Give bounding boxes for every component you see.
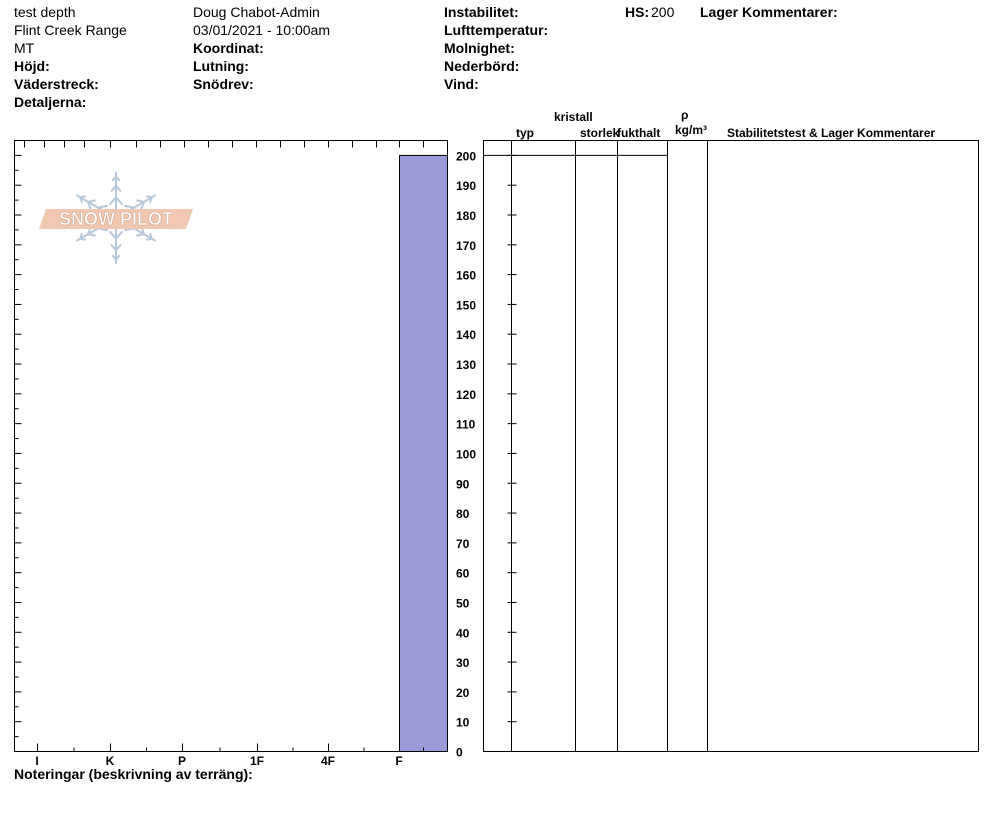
depth-axis-labels bbox=[456, 149, 476, 759]
depth-label-110: 110 bbox=[456, 417, 476, 432]
layer-comments-label: Lager Kommentarer: bbox=[700, 4, 838, 20]
hardness-label-1f: 1F bbox=[249, 754, 265, 768]
flake-branch bbox=[136, 234, 143, 235]
hardness-label-k: K bbox=[105, 754, 115, 768]
flake-branch bbox=[88, 200, 95, 201]
snowpilot-logo bbox=[39, 172, 193, 264]
depth-label-170: 170 bbox=[456, 238, 477, 253]
aspect-label: Väderstreck: bbox=[14, 76, 99, 92]
depth-label-100: 100 bbox=[456, 447, 477, 462]
hardness-chart-frame bbox=[15, 141, 448, 752]
air-temperature-label: Lufttemperatur: bbox=[444, 22, 549, 38]
layer-table-columns bbox=[484, 141, 708, 752]
depth-label-40: 40 bbox=[456, 626, 470, 641]
details-label: Detaljerna: bbox=[14, 94, 87, 110]
hardness-ticks bbox=[15, 141, 424, 752]
precipitation-label: Nederbörd: bbox=[444, 58, 520, 74]
depth-label-200: 200 bbox=[456, 149, 477, 164]
sky-cover-label: Molnighet: bbox=[444, 40, 515, 56]
size-header: storlek bbox=[580, 126, 620, 140]
moisture-header: fukthalt bbox=[617, 126, 661, 140]
flake-branch bbox=[88, 234, 95, 235]
instability-label: Instabilitet: bbox=[444, 4, 519, 20]
state-name: MT bbox=[14, 40, 35, 56]
observer-name: Doug Chabot-Admin bbox=[193, 4, 320, 20]
crystal-header: kristall bbox=[554, 110, 593, 124]
depth-label-70: 70 bbox=[456, 536, 470, 551]
hardness-label-p: P bbox=[177, 754, 187, 768]
hardness-label-f: F bbox=[395, 754, 403, 768]
elevation-label: Höjd: bbox=[14, 58, 50, 74]
flake-branch bbox=[136, 200, 143, 201]
hardness-layer-0 bbox=[400, 155, 448, 751]
depth-label-0: 0 bbox=[456, 745, 463, 760]
density-unit-header: kg/m³ bbox=[675, 123, 708, 137]
type-header: typ bbox=[516, 126, 534, 140]
depth-label-160: 160 bbox=[456, 268, 477, 283]
hardness-label-i: I bbox=[35, 754, 39, 768]
layer-table-frame bbox=[484, 141, 979, 752]
flake-branch bbox=[80, 239, 86, 240]
range-name: Flint Creek Range bbox=[14, 22, 127, 38]
depth-label-190: 190 bbox=[456, 179, 477, 194]
depth-label-20: 20 bbox=[456, 685, 470, 700]
depth-label-60: 60 bbox=[456, 566, 470, 581]
wind-loading-label: Snödrev: bbox=[193, 76, 254, 92]
site-name: test depth bbox=[14, 4, 76, 20]
depth-label-50: 50 bbox=[456, 596, 470, 611]
rho-header: ρ bbox=[681, 108, 689, 122]
terrain-notes-label: Noteringar (beskrivning av terräng): bbox=[14, 766, 253, 782]
coordinate-label: Koordinat: bbox=[193, 40, 264, 56]
depth-label-10: 10 bbox=[456, 715, 470, 730]
stability-header: Stabilitetstest & Lager Kommentarer bbox=[727, 126, 936, 140]
hs-label: HS: bbox=[625, 4, 650, 20]
depth-label-80: 80 bbox=[456, 507, 470, 522]
flake-branch bbox=[98, 206, 108, 208]
depth-label-140: 140 bbox=[456, 328, 477, 343]
depth-label-180: 180 bbox=[456, 209, 477, 224]
hardness-label-4f: 4F bbox=[320, 754, 336, 768]
slope-label: Lutning: bbox=[193, 58, 249, 74]
wind-label: Vind: bbox=[444, 76, 479, 92]
logo-text: SNOW PILOT bbox=[59, 209, 173, 229]
depth-label-150: 150 bbox=[456, 298, 477, 313]
depth-label-130: 130 bbox=[456, 358, 477, 373]
depth-label-90: 90 bbox=[456, 477, 470, 492]
hardness-layers bbox=[400, 155, 448, 751]
observation-datetime: 03/01/2021 - 10:00am bbox=[193, 22, 330, 38]
hs-value: 200 bbox=[651, 4, 675, 20]
depth-label-120: 120 bbox=[456, 387, 477, 402]
layer-table-ticks bbox=[508, 155, 517, 751]
depth-label-30: 30 bbox=[456, 656, 470, 671]
flake-branch bbox=[124, 206, 134, 208]
flake-branch bbox=[146, 196, 152, 197]
